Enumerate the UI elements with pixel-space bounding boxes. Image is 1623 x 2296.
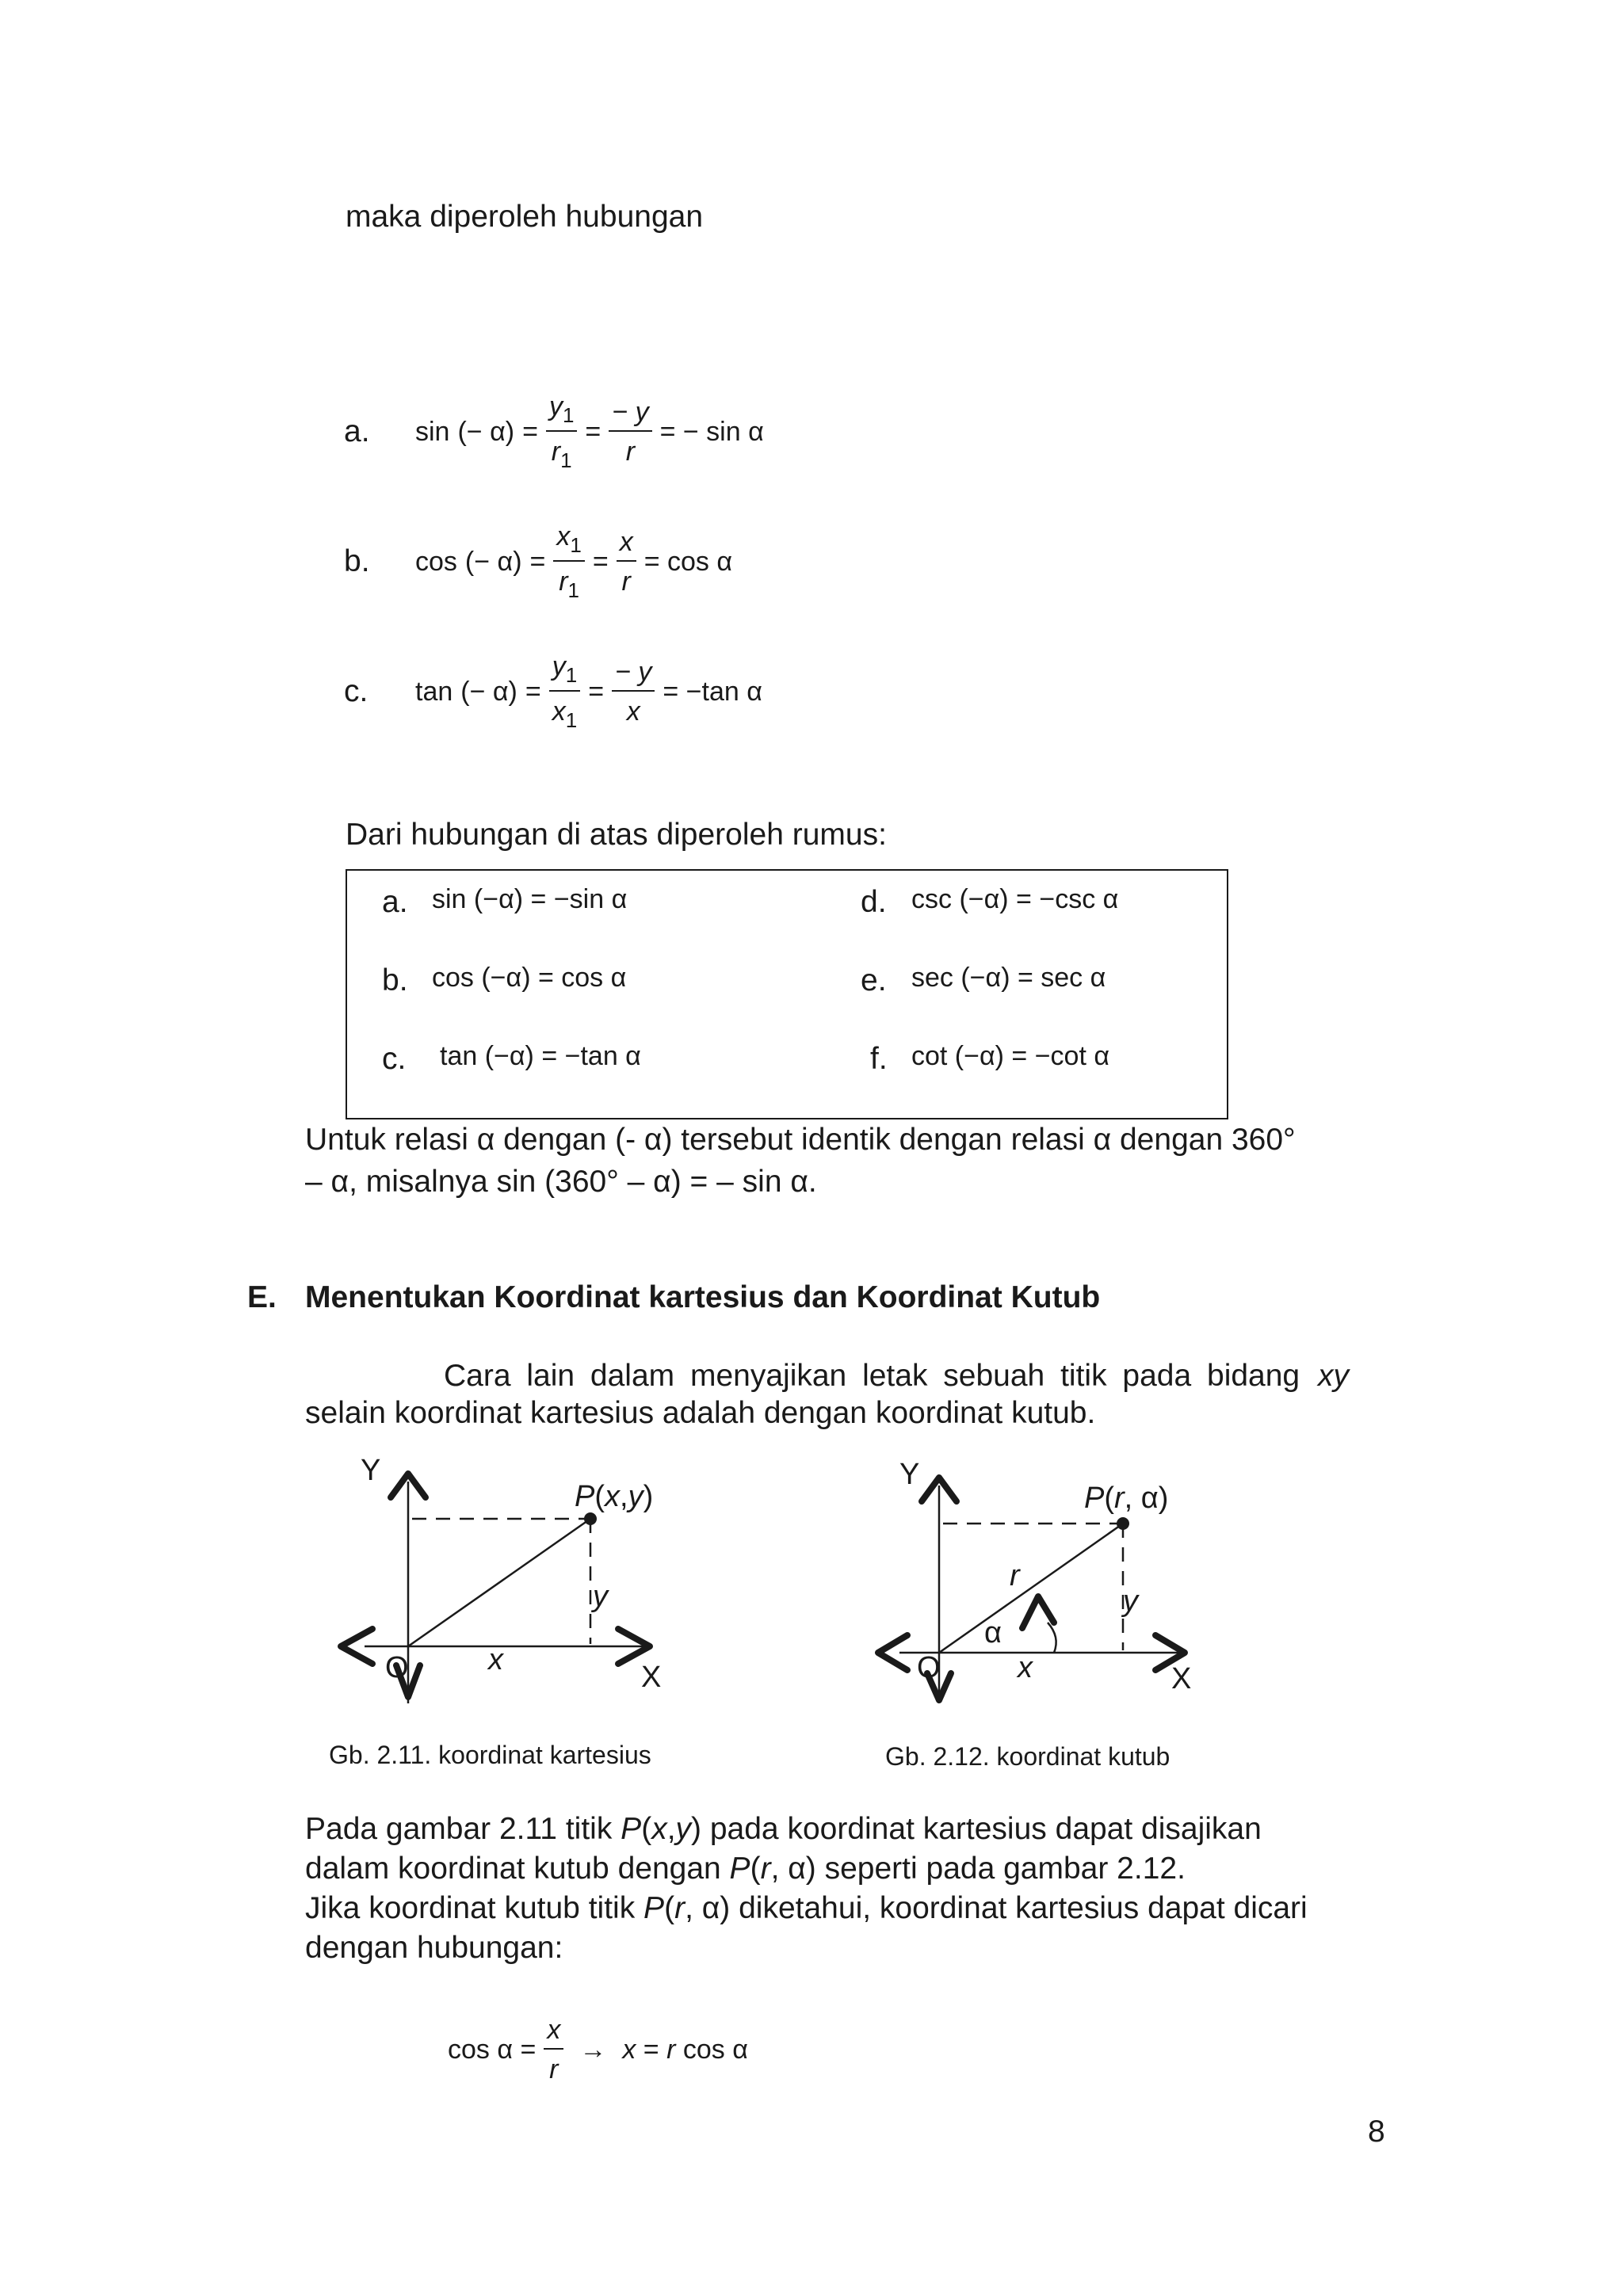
- equation-a: a. sin (− α) = $\frac{y_1}{r_1}$ = $\frac{- y}{r}$ = − sin α: [344, 391, 764, 472]
- fig2-r-label: r: [1010, 1559, 1020, 1592]
- section-letter: E.: [247, 1280, 277, 1314]
- eq-rhs: = − sin α: [659, 416, 764, 447]
- arrow-right-icon: →: [579, 2034, 607, 2065]
- fig1-caption: Gb. 2.11. koordinat kartesius: [329, 1741, 651, 1769]
- eq-func: cos: [415, 546, 457, 577]
- fig2-origin-label: O: [917, 1651, 941, 1684]
- box-letter-e: e.: [861, 963, 887, 997]
- para2-line-4: dengan hubungan:: [305, 1931, 563, 1965]
- fig2-y-label: y: [1123, 1585, 1138, 1618]
- fig2-x-axis-label: X: [1171, 1662, 1192, 1695]
- fig2-caption: Gb. 2.12. koordinat kutub: [885, 1742, 1170, 1771]
- final-equation: [448, 2016, 748, 2083]
- relasi-line-2: – α, misalnya sin (360° – α) = – sin α.: [305, 1165, 817, 1199]
- equation-b: b. cos (− α) = $\frac{x_1}{r_1}$ = $\frac{x}{r}$ = cos α: [344, 521, 733, 602]
- eq-fraction-1: $\frac{y_1}{x_1}$: [549, 653, 580, 730]
- fig2-point-label: P(r, α): [1084, 1482, 1169, 1515]
- fig1-x-label: x: [488, 1643, 503, 1676]
- box-letter-b: b.: [382, 963, 408, 997]
- box-formula-f: cot (−α) = −cot α: [911, 1041, 1110, 1071]
- box-letter-c: c.: [382, 1042, 407, 1076]
- fig1-point-label: P(x,y): [575, 1480, 654, 1513]
- box-formula-e: sec (−α) = sec α: [911, 963, 1106, 993]
- final-eq-rhs: x = r cos α: [622, 2034, 748, 2065]
- point-marker: [1117, 1517, 1129, 1530]
- fig1-y-label: y: [593, 1580, 608, 1613]
- final-eq-fraction: $\frac{x}{r}$: [544, 2016, 563, 2083]
- eq-func: tan: [415, 676, 453, 707]
- eq-arg: (− α): [460, 676, 517, 707]
- eq-fraction-2: $\frac{x}{r}$: [617, 528, 636, 595]
- para1-line-1: Cara lain dalam menyajikan letak sebuah titik pada bidang xy: [444, 1359, 1349, 1393]
- section-title: Menentukan Koordinat kartesius dan Koordinat Kutub: [305, 1280, 1101, 1314]
- para2-line-3: Jika koordinat kutub titik P(r, α) diketahui, koordinat kartesius dapat dicari: [305, 1891, 1308, 1925]
- eq-letter: a.: [344, 414, 370, 448]
- fig1-y-axis-label: Y: [361, 1454, 381, 1487]
- eq-func: sin: [415, 416, 450, 447]
- eq-letter: c.: [344, 674, 369, 708]
- eq-rhs: = −tan α: [663, 676, 762, 707]
- fig2-alpha-label: α: [984, 1616, 1002, 1650]
- eq-fraction-2: $\frac{- y}{x}$: [612, 658, 655, 725]
- eq-arg: (− α): [464, 546, 522, 577]
- final-eq-lhs: cos α =: [448, 2034, 537, 2065]
- rumus-intro: Dari hubungan di atas diperoleh rumus:: [346, 818, 887, 852]
- equation-c: c. tan (− α) = $\frac{y_1}{x_1}$ = $\frac{- y}{x}$ = −tan α: [344, 651, 762, 732]
- polar-diagram: [864, 1450, 1244, 1751]
- box-letter-f: f.: [870, 1042, 888, 1076]
- eq-fraction-1: $\frac{x_1}{r_1}$: [553, 523, 584, 601]
- box-letter-d: d.: [861, 885, 887, 919]
- fig2-x-label: x: [1018, 1651, 1033, 1684]
- point-marker: [584, 1512, 597, 1525]
- box-formula-d: csc (−α) = −csc α: [911, 884, 1119, 914]
- eq-fraction-2: $\frac{- y}{r}$: [609, 399, 651, 465]
- relasi-line-1: Untuk relasi α dengan (- α) tersebut identik dengan relasi α dengan 360°: [305, 1123, 1296, 1157]
- fig2-y-axis-label: Y: [899, 1458, 920, 1491]
- eq-fraction-1: $\frac{y_1}{r_1}$: [546, 393, 577, 471]
- para2-line-2: dalam koordinat kutub dengan P(r, α) seperti pada gambar 2.12.: [305, 1852, 1186, 1886]
- intro-text: maka diperoleh hubungan: [346, 200, 704, 234]
- para2-line-1: Pada gambar 2.11 titik P(x,y) pada koordinat kartesius dapat disajikan: [305, 1812, 1262, 1846]
- fig1-x-axis-label: X: [641, 1661, 662, 1694]
- eq-letter: b.: [344, 544, 370, 578]
- page-number: 8: [1368, 2115, 1385, 2149]
- eq-arg: (− α): [457, 416, 515, 447]
- box-formula-a: sin (−α) = −sin α: [432, 884, 628, 914]
- eq-rhs: = cos α: [643, 546, 733, 577]
- para1-line-2: selain koordinat kartesius adalah dengan koordinat kutub.: [305, 1396, 1096, 1430]
- box-formula-c: tan (−α) = −tan α: [440, 1041, 641, 1071]
- box-formula-b: cos (−α) = cos α: [432, 963, 627, 993]
- box-letter-a: a.: [382, 885, 408, 919]
- fig1-origin-label: O: [385, 1651, 409, 1684]
